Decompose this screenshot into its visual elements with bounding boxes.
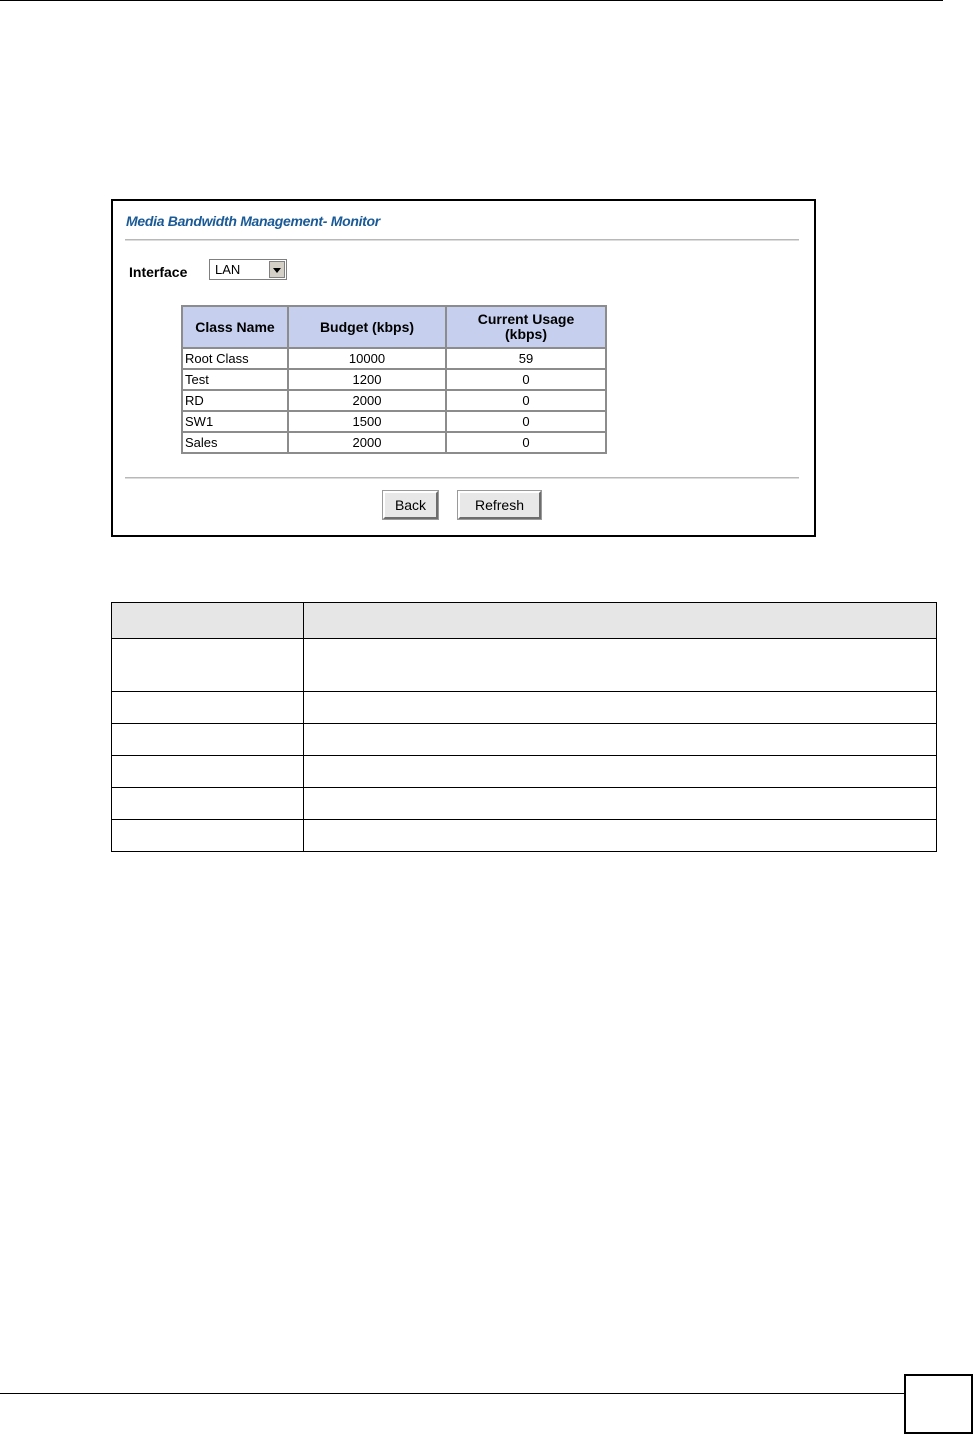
cell-budget: 10000 (288, 348, 446, 369)
screenshot-panel (111, 199, 816, 537)
table-row (182, 411, 606, 432)
desc-cell-label (112, 820, 304, 852)
footer-rule (0, 1393, 905, 1394)
table-row (182, 432, 606, 453)
page-number-box (904, 1374, 973, 1434)
table-row (182, 348, 606, 369)
chevron-down-icon[interactable] (269, 261, 285, 278)
table-row (112, 724, 937, 756)
cell-usage: 0 (446, 390, 606, 411)
col-class-name: Class Name (182, 306, 288, 348)
cell-class-name: Sales (182, 432, 288, 453)
interface-select[interactable] (209, 259, 287, 280)
desc-cell-label (112, 788, 304, 820)
table-row (112, 639, 937, 692)
desc-cell-description (304, 788, 937, 820)
desc-header-row (112, 603, 937, 639)
table-row (112, 692, 937, 724)
desc-cell-description (304, 692, 937, 724)
cell-usage: 0 (446, 411, 606, 432)
description-table (111, 602, 937, 852)
table-row (182, 369, 606, 390)
desc-cell-description (304, 756, 937, 788)
cell-budget: 2000 (288, 390, 446, 411)
header-rule (0, 0, 943, 1)
footer-divider (125, 477, 799, 480)
interface-select-value: LAN (215, 262, 241, 277)
desc-cell-label (112, 756, 304, 788)
cell-usage: 0 (446, 369, 606, 390)
monitor-table (181, 305, 607, 454)
desc-cell-label (112, 724, 304, 756)
cell-budget: 1500 (288, 411, 446, 432)
desc-cell-description (304, 639, 937, 692)
table-row (112, 756, 937, 788)
cell-class-name: Root Class (182, 348, 288, 369)
col-current-usage-label: Current Usage (kbps) (477, 311, 575, 342)
desc-cell-description (304, 820, 937, 852)
desc-cell-label (112, 692, 304, 724)
title-divider (125, 239, 799, 242)
table-row (112, 788, 937, 820)
cell-class-name: RD (182, 390, 288, 411)
cell-usage: 0 (446, 432, 606, 453)
panel-title: Media Bandwidth Management- Monitor (126, 213, 380, 229)
refresh-button[interactable]: Refresh (458, 491, 541, 519)
desc-header-description (304, 603, 937, 639)
interface-label: Interface (129, 264, 188, 280)
table-row (182, 390, 606, 411)
desc-header-label (112, 603, 304, 639)
table-header-row (182, 306, 606, 348)
back-button[interactable]: Back (383, 491, 438, 519)
cell-class-name: SW1 (182, 411, 288, 432)
desc-cell-description (304, 724, 937, 756)
cell-budget: 2000 (288, 432, 446, 453)
col-budget: Budget (kbps) (288, 306, 446, 348)
cell-usage: 59 (446, 348, 606, 369)
table-row (112, 820, 937, 852)
desc-cell-label (112, 639, 304, 692)
cell-class-name: Test (182, 369, 288, 390)
cell-budget: 1200 (288, 369, 446, 390)
col-current-usage (446, 306, 606, 348)
